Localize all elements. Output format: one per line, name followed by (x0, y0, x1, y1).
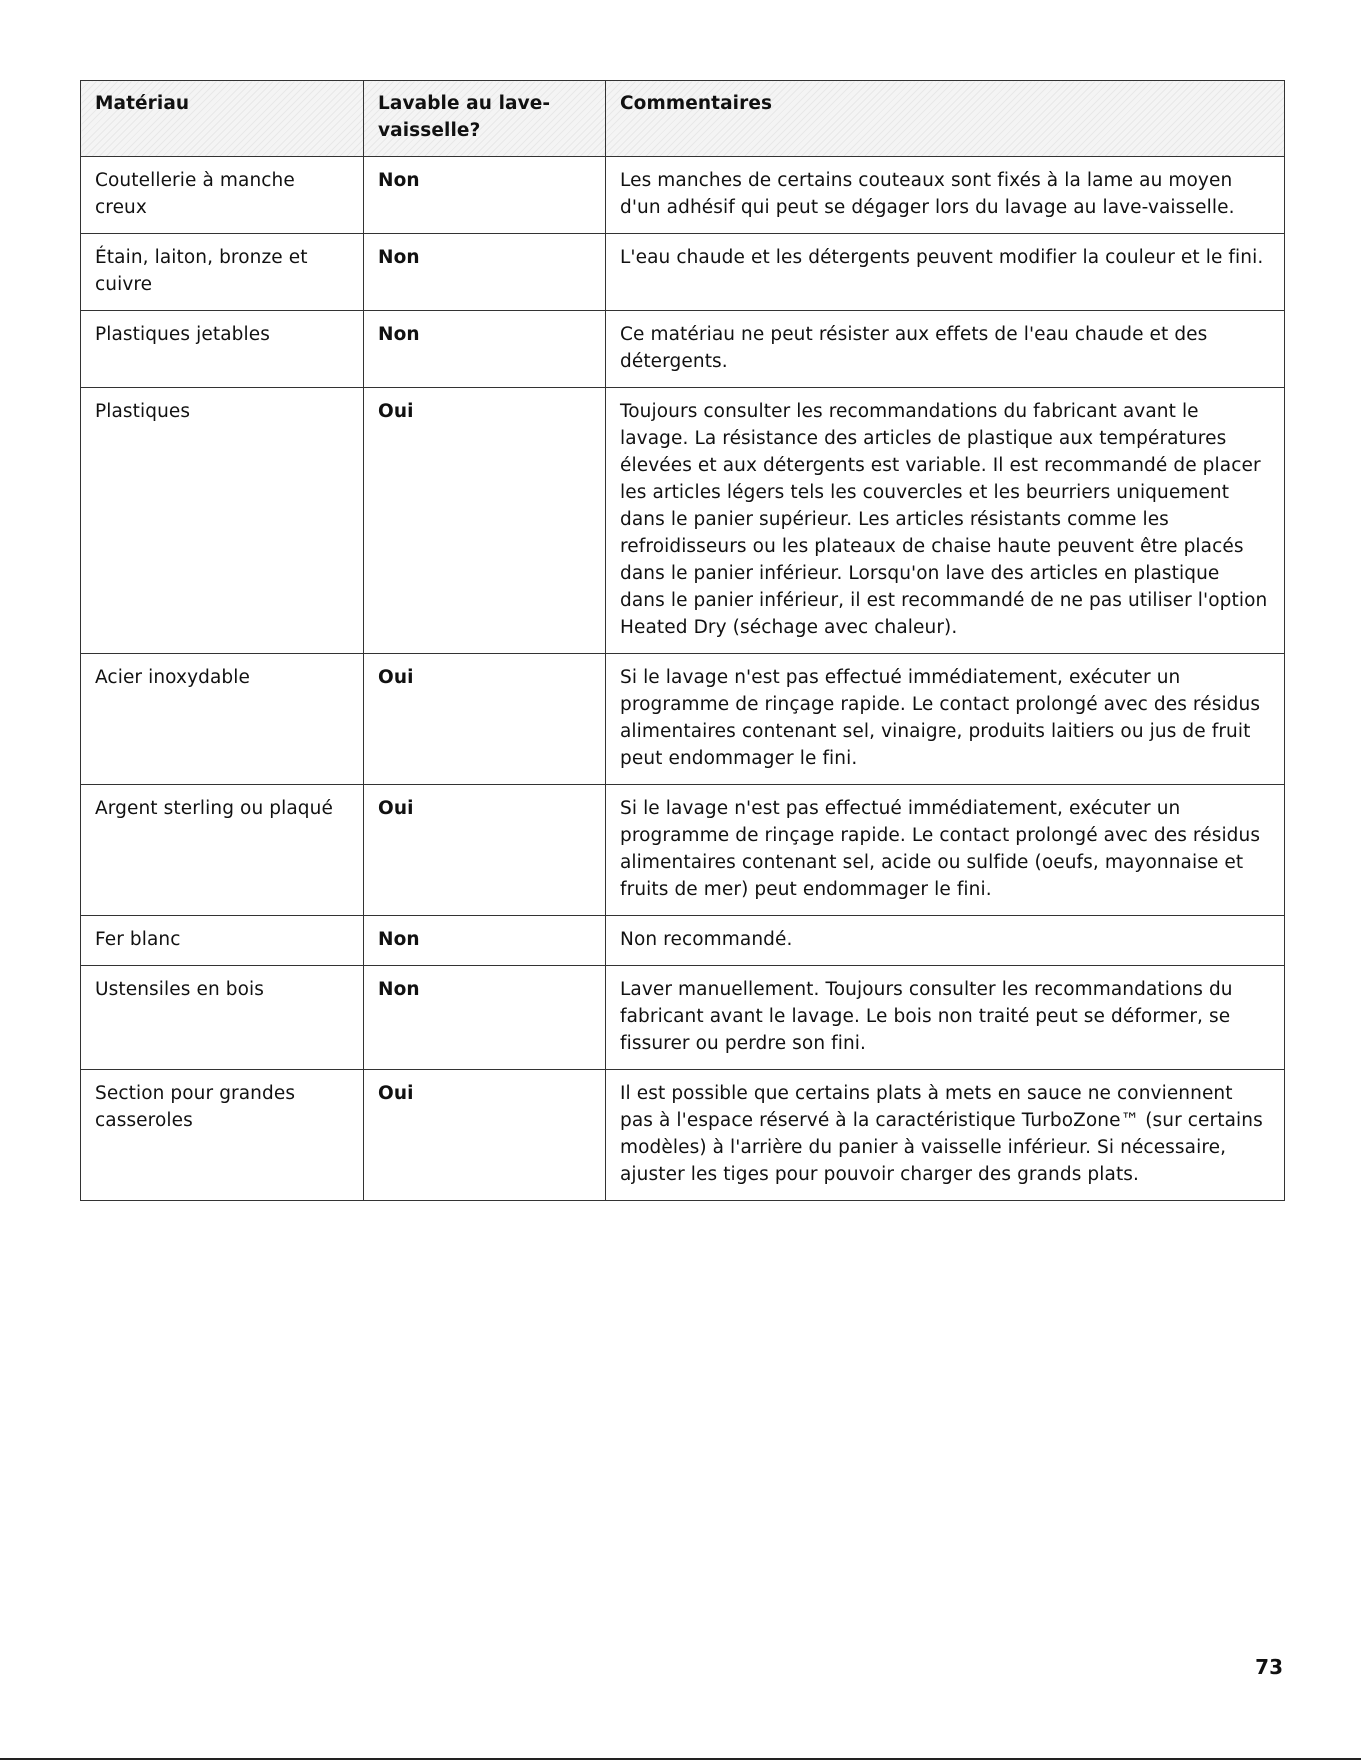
comment-cell: Toujours consulter les recommandations du fabricant avant le lavage. La résistance des articles de plastique aux températures élevées et aux détergents est variable. Il est recommandé de placer les articles légers tels les couvercles et les beurriers uniquement dans le panier supérieur. Les articles résistants comme les refroidisseurs ou les plateaux de chaise haute peuvent être placés dans le panier inférieur. Lorsqu'on lave des articles en plastique dans le panier inférieur, il est recommandé de ne pas utiliser l'option Heated Dry (séchage avec chaleur). (606, 388, 1285, 654)
table-row (81, 1070, 1285, 1201)
material-cell: Ustensiles en bois (81, 966, 364, 1070)
comment-cell: Si le lavage n'est pas effectué immédiatement, exécuter un programme de rinçage rapide. Le contact prolongé avec des résidus alimentaires contenant sel, acide ou sulfide (oeufs, mayonnaise et fruits de mer) peut endommager le fini. (606, 785, 1285, 916)
table-row (81, 654, 1285, 785)
material-cell: Section pour grandes casseroles (81, 1070, 364, 1201)
table-row (81, 234, 1285, 311)
washable-cell: Oui (364, 388, 606, 654)
table-row (81, 785, 1285, 916)
material-cell: Plastiques (81, 388, 364, 654)
material-cell: Fer blanc (81, 916, 364, 966)
comment-cell: L'eau chaude et les détergents peuvent modifier la couleur et le fini. (606, 234, 1285, 311)
header-dishwasher-safe: Lavable au lave-vaisselle? (364, 81, 606, 157)
comment-cell: Il est possible que certains plats à mets en sauce ne conviennent pas à l'espace réservé à la caractéristique TurboZone™ (sur certains modèles) à l'arrière du panier à vaisselle inférieur. Si nécessaire, ajuster les tiges pour pouvoir charger des grands plats. (606, 1070, 1285, 1201)
comment-cell: Les manches de certains couteaux sont fixés à la lame au moyen d'un adhésif qui peut se dégager lors du lavage au lave-vaisselle. (606, 157, 1285, 234)
table-row (81, 966, 1285, 1070)
washable-cell: Non (364, 311, 606, 388)
washable-cell: Non (364, 234, 606, 311)
washable-cell: Non (364, 157, 606, 234)
page-bottom-rule (0, 1758, 1361, 1760)
comment-cell: Ce matériau ne peut résister aux effets de l'eau chaude et des détergents. (606, 311, 1285, 388)
material-cell: Acier inoxydable (81, 654, 364, 785)
table-row (81, 157, 1285, 234)
materials-table (80, 80, 1285, 1201)
page-number: 73 (1255, 1655, 1283, 1679)
table-row (81, 916, 1285, 966)
table-header-row (81, 81, 1285, 157)
washable-cell: Oui (364, 785, 606, 916)
comment-cell: Si le lavage n'est pas effectué immédiatement, exécuter un programme de rinçage rapide. Le contact prolongé avec des résidus alimentaires contenant sel, vinaigre, produits laitiers ou jus de fruit peut endommager le fini. (606, 654, 1285, 785)
washable-cell: Non (364, 966, 606, 1070)
header-material: Matériau (81, 81, 364, 157)
material-cell: Coutellerie à manche creux (81, 157, 364, 234)
comment-cell: Laver manuellement. Toujours consulter les recommandations du fabricant avant le lavage. Le bois non traité peut se déformer, se fissurer ou perdre son fini. (606, 966, 1285, 1070)
material-cell: Plastiques jetables (81, 311, 364, 388)
table-row (81, 311, 1285, 388)
washable-cell: Non (364, 916, 606, 966)
header-comments: Commentaires (606, 81, 1285, 157)
table-row (81, 388, 1285, 654)
material-cell: Argent sterling ou plaqué (81, 785, 364, 916)
washable-cell: Oui (364, 1070, 606, 1201)
material-cell: Étain, laiton, bronze et cuivre (81, 234, 364, 311)
comment-cell: Non recommandé. (606, 916, 1285, 966)
washable-cell: Oui (364, 654, 606, 785)
